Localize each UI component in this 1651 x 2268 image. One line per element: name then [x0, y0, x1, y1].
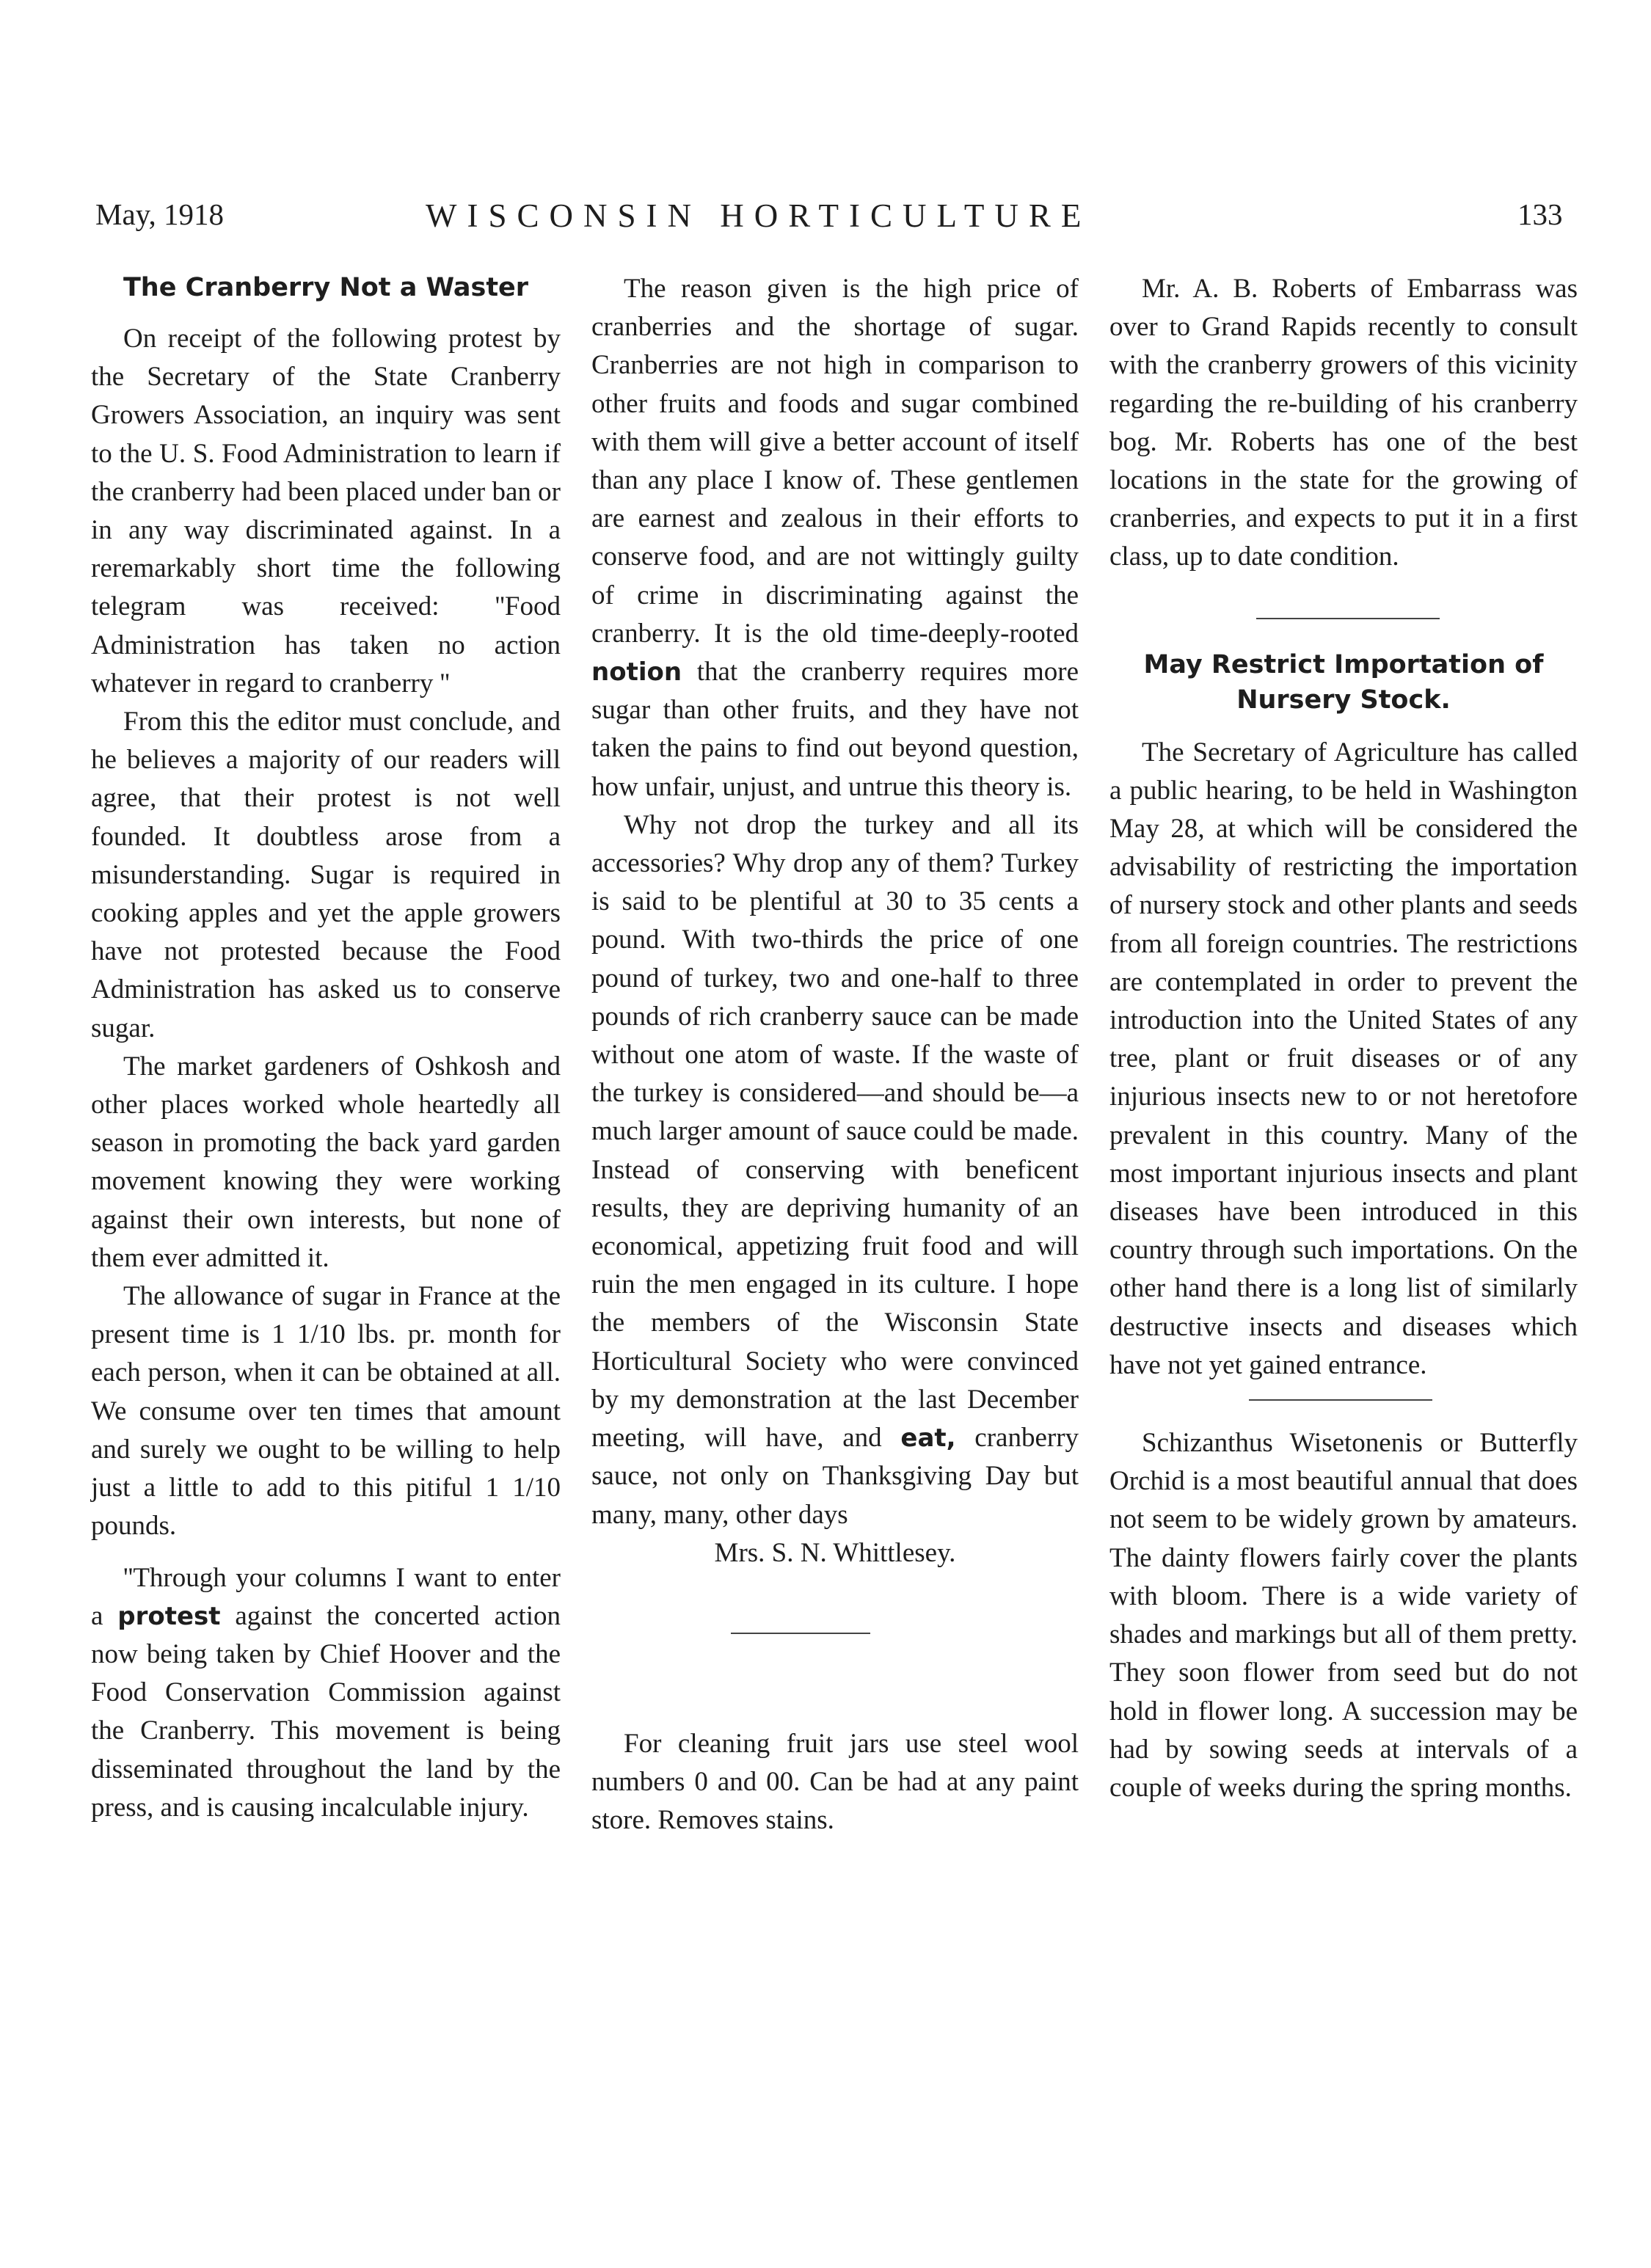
nursery-paragraph: The Secretary of Agriculture has called a public hearing, to be held in Washington May 28, at which will be considered the advisability of restricting the importation of nursery stock and other plants and seeds from all foreign countries. The restrictions are contemplated in order to prevent the introduction into the United States of any tree, plant or fruit diseases or of any injurious insects new to or not heretofore prevalent in this country. Many of the most important injurious insects and plant diseases have been introduced in this country through such importations. On the other hand there is a long list of similarly destructive insects and diseases which have not yet gained entrance.	[1109, 737, 1578, 1380]
letter-text-start: ''Through your columns I want to enter a	[91, 1562, 561, 1631]
cranberry-paragraph-7	[591, 806, 1079, 1534]
page-number: 133	[1517, 197, 1563, 231]
column-left	[91, 270, 561, 1827]
note-schizanthus: Schizanthus Wisetonenis or Butterfly Orchid is a most beautiful annual that does not seem to be widely grown by amateurs. The dainty flowers fairly cover the plants with bloom. There is a wide variety of shades and markings but all of them pretty. They soon flower from seed but do not hold in flower long. A succession may be had by sowing seeds at intervals of a couple of weeks during the spring months.	[1109, 1428, 1578, 1803]
letter-turkey-end: cranberry sauce, not only on Thanksgiving Day but many, many, other days	[591, 1423, 1079, 1530]
emphasis-eat: eat,	[900, 1423, 956, 1454]
cranberry-paragraph-3: The market gardeners of Oshkosh and other places worked whole heartedly all season in promoting the back yard garden movement knowing they were working against their own interests, but none of them ever admitted it.	[91, 1051, 561, 1273]
emphasis-protest: protest	[117, 1601, 221, 1631]
cranberry-paragraph-5	[91, 1559, 561, 1827]
article-title-cranberry: The Cranberry Not a Waster	[123, 273, 529, 302]
letter-text-end: against the concerted action now being taken by Chief Hoover and the Food Conservation Commission against the Cranberry. This movement is being disseminated throughout the land by the press, and is causing incalculable injury.	[91, 1600, 561, 1823]
letter-reason-end: that the cranberry requires more sugar than other fruits, and they have not taken the pains to find out beyond question, how unfair, unjust, and untrue this theory is.	[591, 657, 1079, 802]
article-title-nursery: May Restrict Importation of Nursery Stock.	[1143, 649, 1544, 715]
note-fruit-jars: For cleaning fruit jars use steel wool numbers 0 and 00. Can be had at any paint store. Removes stains.	[591, 1728, 1079, 1836]
letter-turkey-start: Why not drop the turkey and all its accessories? Why drop any of them? Turkey is said to be plentiful at 30 to 35 cents a pound. With two-thirds the price of one pound of turkey, two and one-half to three pounds of rich cranberry sauce can be made without one atom of waste. If the waste of the turkey is considered—and should be—a much larger amount of sauce could be made. Instead of conserving with beneficent results, they are depriving humanity of an economical, appetizing fruit food and will ruin the men engaged in its culture. I hope the members of the Wisconsin State Horticultural Society who were convinced by my demonstration at the last December meeting, will have, and	[591, 809, 1079, 1454]
letter-signature: Mrs. S. N. Whittlesey.	[714, 1537, 956, 1568]
cranberry-paragraph-2: From this the editor must conclude, and he believes a majority of our readers will agree, that their protest is not well founded. It doubtless arose from a misunderstanding. Sugar is required in cooking apples and yet the apple growers have not protested because the Food Administration has asked us to conserve sugar.	[91, 707, 561, 1043]
cranberry-paragraph-4: The allowance of sugar in France at the present time is 1 1/10 lbs. pr. month for each person, when it can be obtained at all. We consume over ten times that amount and surely we ought to be willing to help just a little to add to this pitiful 1 1/10 pounds.	[91, 1281, 561, 1542]
letter-reason-start: The reason given is the high price of cranberries and the shortage of sugar. Cranberries are not high in comparison to other fruits and foods and sugar combined with them will give a better account of itself than any place I know of. These gentlemen are earnest and zealous in their efforts to conserve food, and are not wittingly guilty of crime in discriminating against the cranberry. It is the old time-deeply-rooted	[591, 274, 1079, 649]
emphasis-notion: notion	[591, 657, 682, 688]
column-middle	[591, 270, 1079, 1840]
publication-title: WISCONSIN HORTICULTURE	[426, 197, 1092, 234]
cranberry-paragraph-1: On receipt of the following protest by the Secretary of the State Cranberry Growers Association, an inquiry was sent to the U. S. Food Administration to learn if the cranberry had been placed under ban or in any way discriminated against. In a reremarkably short time the following telegram was received: ''Food Administration has taken no action whatever in regard to cranberry ''	[91, 324, 561, 699]
column-right	[1109, 270, 1578, 1807]
running-header	[0, 197, 1651, 248]
note-roberts: Mr. A. B. Roberts of Embarrass was over to Grand Rapids recently to consult with the cranberry growers of this vicinity regarding the re-building of his cranberry bog. Mr. Roberts has one of the best locations in the state for the growing of cranberries, and expects to put it in a first class, up to date condition.	[1109, 274, 1578, 572]
cranberry-paragraph-6	[591, 270, 1079, 806]
issue-date: May, 1918	[95, 197, 224, 231]
